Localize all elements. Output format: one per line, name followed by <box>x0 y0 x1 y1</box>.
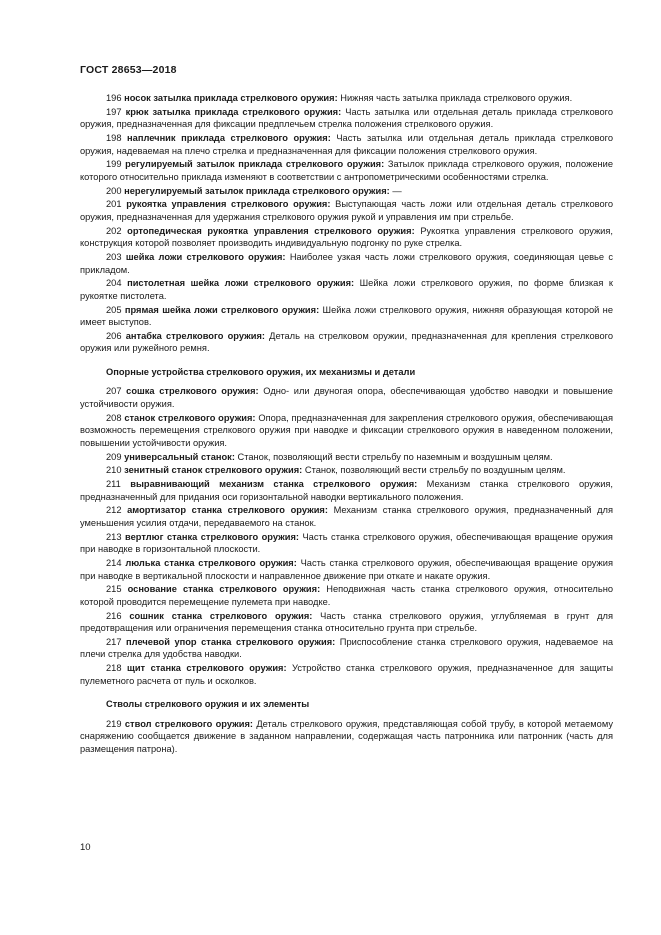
term-definition: Часть станка стрелкового оружия, обеспечивающая вращение оружия при наводке в горизонтальной плоскости. <box>80 531 613 555</box>
term-definition: Деталь на стрелковом оружии, предназначенная для крепления стрелкового оружия или ружейного ремня. <box>80 330 613 354</box>
term-number: 202 <box>106 225 122 236</box>
term-number: 204 <box>106 278 122 289</box>
term-definition: Приспособление станка стрелкового оружия, надеваемое на плечи стрелка для удобства наводки. <box>80 636 613 660</box>
term-entry <box>80 464 613 477</box>
term-entry <box>80 662 613 687</box>
page-number: 10 <box>80 842 91 853</box>
term-name: ствол стрелкового оружия: <box>124 718 253 729</box>
term-number: 206 <box>106 330 122 341</box>
term-number: 198 <box>106 133 122 144</box>
term-name: сошка стрелкового оружия: <box>126 386 259 397</box>
document-header: ГОСТ 28653—2018 <box>80 64 177 76</box>
section-heading: Стволы стрелкового оружия и их элементы <box>106 699 310 710</box>
term-name: универсальный станок: <box>124 451 235 462</box>
term-entry <box>80 198 613 223</box>
term-entry <box>80 718 613 756</box>
term-number: 213 <box>106 531 122 542</box>
term-number: 199 <box>106 159 122 170</box>
page-content <box>80 92 613 757</box>
term-name: зенитный станок стрелкового оружия: <box>124 465 303 476</box>
term-number: 207 <box>106 386 122 397</box>
term-name: ортопедическая рукоятка управления стрелкового оружия: <box>127 225 415 236</box>
term-name: крюк затылка приклада стрелкового оружия: <box>125 106 342 117</box>
term-entry <box>80 610 613 635</box>
term-name: прямая шейка ложи стрелкового оружия: <box>124 304 320 315</box>
term-name: наплечник приклада стрелкового оружия: <box>127 133 331 144</box>
term-entry <box>80 583 613 608</box>
term-definition: Станок, позволяющий вести стрельбу по наземным и воздушным целям. <box>234 451 553 462</box>
term-number: 219 <box>106 718 122 729</box>
term-definition: Деталь стрелкового оружия, представляющая собой трубу, в которой метаемому снаряжению сообщается движение в заданном направлении, содержащая часть патронника или патронник (часть для размещения патрона). <box>80 718 613 754</box>
term-definition: Механизм станка стрелкового оружия, предназначенный для уменьшения усилия отдачи, передаваемого на станок. <box>80 505 613 528</box>
term-name: плечевой упор станка стрелкового оружия: <box>126 636 336 647</box>
term-entry <box>80 304 613 329</box>
term-entry <box>80 132 613 157</box>
term-name: рукоятка управления стрелкового оружия: <box>126 199 331 210</box>
term-definition: Часть затылка или отдельная деталь приклада стрелкового оружия, надеваемая на плечо стрелка и предназначенная для фиксации положения стрелкового оружия. <box>80 133 613 156</box>
term-number: 196 <box>106 93 122 103</box>
term-name: регулируемый затылок приклада стрелкового оружия: <box>125 159 385 170</box>
term-entry <box>80 185 613 198</box>
term-number: 210 <box>106 465 122 476</box>
term-definition: Нижняя часть затылка приклада стрелкового оружия. <box>337 93 573 103</box>
term-number: 217 <box>106 636 122 647</box>
term-name: выравнивающий механизм станка стрелкового оружия: <box>130 479 418 490</box>
term-name: носок затылка приклада стрелкового оружия: <box>124 93 338 103</box>
term-name: основание станка стрелкового оружия: <box>127 584 321 595</box>
term-entry <box>80 277 613 302</box>
term-entry <box>80 531 613 556</box>
term-name: станок стрелкового оружия: <box>124 412 256 423</box>
term-definition: Шейка ложи стрелкового оружия, по форме близкая к рукоятке пистолета. <box>80 278 613 301</box>
term-definition: Устройство станка стрелкового оружия, предназначенное для защиты пулеметного расчета от пуль и осколков. <box>80 663 613 686</box>
term-entry <box>80 504 613 529</box>
term-definition: Часть станка стрелкового оружия, углубляемая в грунт для предотвращения или ограничения перемещения станка относительно грунта при стрельбе. <box>80 610 613 634</box>
term-number: 208 <box>106 412 122 423</box>
term-definition: Наиболее узкая часть ложи стрелкового оружия, соединяющая цевье с прикладом. <box>80 252 614 275</box>
term-entry <box>80 478 613 503</box>
term-entry <box>80 557 613 582</box>
term-definition: Затылок приклада стрелкового оружия, положение которого относительно приклада изменяют в соответствии с антропометрическими особенностями стрелка. <box>80 159 613 182</box>
term-number: 200 <box>106 185 122 196</box>
term-number: 209 <box>106 451 122 462</box>
term-definition: Выступающая часть ложи или отдельная деталь стрелкового оружия, предназначенная для удержания стрелкового оружия рукой и управления им при стрельбе. <box>80 199 613 222</box>
term-definition: Механизм станка стрелкового оружия, предназначенный для придания оси горизонтальной наводки вертикального положения. <box>80 479 614 502</box>
term-number: 214 <box>106 558 122 569</box>
term-number: 197 <box>106 106 122 117</box>
term-definition: Опора, предназначенная для закрепления стрелкового оружия, обеспечивающая возможность перемещения стрелкового оружия при наводке и фиксации стрелкового оружия в наведенном положении, повышении устойчивости оружия. <box>80 412 613 448</box>
term-definition: — <box>389 185 402 196</box>
term-entry <box>80 451 613 464</box>
term-entry <box>80 251 613 276</box>
term-definition: Часть станка стрелкового оружия, обеспечивающая вращение оружия при наводке в вертикальной плоскости и направленное движение при откате и накате оружия. <box>80 558 613 581</box>
section-heading: Опорные устройства стрелкового оружия, их механизмы и детали <box>106 366 416 377</box>
term-name: люлька станка стрелкового оружия: <box>125 558 297 569</box>
term-entry <box>80 92 613 105</box>
term-name: шейка ложи стрелкового оружия: <box>125 252 286 263</box>
term-entry <box>80 225 613 250</box>
term-definition: Часть затылка или отдельная деталь приклада стрелкового оружия, предназначенная для фиксации предплечьем стрелка положения стрелкового оружия. <box>80 106 613 130</box>
term-definition: Неподвижная часть станка стрелкового оружия, относительно которой проводится перемещение пулемета при наводке. <box>80 584 613 607</box>
term-definition: Рукоятка управления стрелкового оружия, конструкция которой позволяет производить индивидуальную подгонку по руке стрелка. <box>80 225 613 249</box>
term-number: 218 <box>106 663 122 674</box>
term-number: 216 <box>106 610 122 621</box>
term-definition: Шейка ложи стрелкового оружия, нижняя образующая которой не имеет выступов. <box>80 304 613 328</box>
term-entry <box>80 158 613 183</box>
term-number: 211 <box>106 479 121 490</box>
term-name: нерегулируемый затылок приклада стрелкового оружия: <box>124 185 390 196</box>
term-name: амортизатор станка стрелкового оружия: <box>127 505 328 516</box>
term-entry <box>80 330 613 355</box>
term-entry <box>80 636 613 661</box>
term-entry <box>80 385 613 410</box>
term-definition: Одно- или двуногая опора, обеспечивающая удобство наводки и повышение устойчивости оружия. <box>80 386 613 409</box>
term-number: 212 <box>106 505 122 516</box>
term-entry <box>80 412 613 450</box>
term-number: 203 <box>106 252 122 263</box>
term-name: щит станка стрелкового оружия: <box>126 663 287 674</box>
term-name: пистолетная шейка ложи стрелкового оружия: <box>127 278 355 289</box>
term-number: 215 <box>106 584 122 595</box>
term-name: вертлюг станка стрелкового оружия: <box>125 531 299 542</box>
term-name: сошник станка стрелкового оружия: <box>129 610 313 621</box>
term-definition: Станок, позволяющий вести стрельбу по воздушным целям. <box>302 465 566 476</box>
term-number: 201 <box>106 199 122 210</box>
term-name: антабка стрелкового оружия: <box>125 330 265 341</box>
term-entry <box>80 106 613 131</box>
term-number: 205 <box>106 304 122 315</box>
